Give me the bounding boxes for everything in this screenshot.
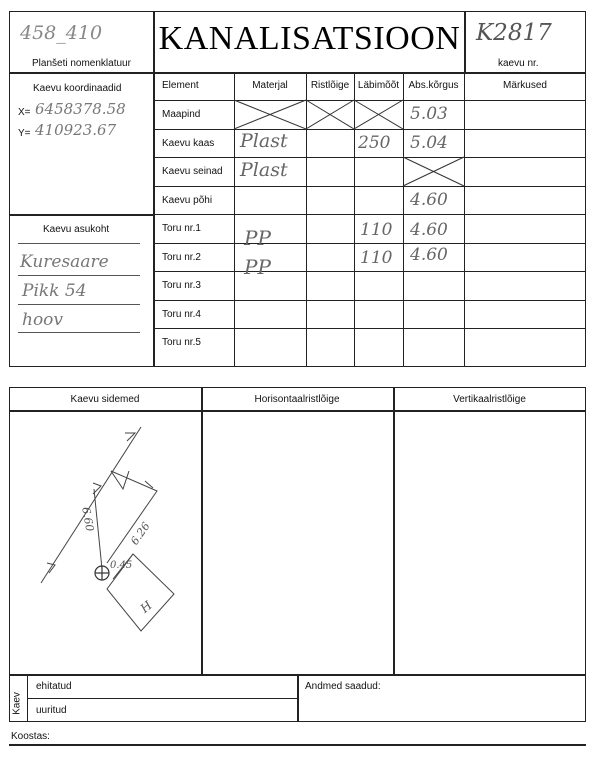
header-cross-section: Ristlõige (310, 80, 350, 91)
compiled-by-label: Koostas: (11, 731, 50, 742)
x-coordinate-value: 6458378.58 (35, 100, 126, 118)
location-line-2: Pikk 54 (22, 281, 87, 301)
material-cover: Plast (240, 130, 288, 152)
table-row-element: Toru nr.2 (162, 252, 201, 263)
page-title: KANALISATSIOON (158, 20, 461, 57)
sketch-building-label: H (137, 598, 155, 616)
location-label: Kaevu asukoht (43, 224, 110, 235)
footer-mid-line (27, 698, 297, 699)
table-row-element: Kaevu kaas (162, 138, 215, 149)
table-row-element: Maapind (162, 109, 201, 120)
sketch-dimension-3: 0.45 (110, 560, 133, 571)
diameter-pipe-2: 110 (360, 248, 393, 268)
location-line-3: hoov (22, 310, 64, 330)
table-row-element: Toru nr.3 (162, 280, 201, 291)
well-number-handwritten: K2817 (476, 20, 552, 46)
kaev-label: Kaev (11, 692, 23, 715)
table-row-element: Kaevu seinad (162, 166, 223, 177)
well-number-label: kaevu nr. (498, 58, 539, 69)
height-pipe-1: 4.60 (410, 220, 448, 240)
sheet-number-handwritten: 458_410 (20, 22, 103, 44)
header-diameter: Läbimõõt (357, 80, 400, 91)
lower-col-divider (393, 387, 395, 674)
height-cover: 5.04 (410, 133, 448, 153)
compiled-underline (9, 744, 586, 746)
footer-col-divider (297, 674, 299, 722)
well-symbol (95, 566, 109, 580)
header-abs-height: Abs.kõrgus (408, 80, 459, 91)
diameter-pipe-1: 110 (360, 220, 393, 240)
height-ground: 5.03 (410, 104, 448, 124)
location-line-1: Kuresaare (20, 252, 109, 272)
header-material: Materjal (252, 80, 288, 91)
col-header-connections: Kaevu sidemed (70, 394, 140, 405)
location-underline (18, 332, 140, 333)
table-row-element: Toru nr.1 (162, 223, 201, 234)
col-header-vertical: Vertikaalristlõige (453, 394, 526, 405)
location-underline (18, 275, 140, 276)
connections-sketch (9, 411, 201, 673)
location-underline (18, 243, 140, 244)
x-prefix: X= (18, 107, 31, 118)
y-coordinate-value: 410923.67 (35, 121, 117, 139)
height-pipe-2: 4.60 (410, 245, 448, 265)
y-prefix: Y= (18, 128, 31, 139)
sketch-dimension-2: 6.26 (128, 519, 153, 548)
data-received-label: Andmed saadud: (305, 681, 381, 692)
table-row-element: Toru nr.4 (162, 309, 201, 320)
material-pipe-2: PP (244, 255, 271, 279)
col-header-horizontal: Horisontaalristlõige (254, 394, 340, 405)
header-remarks: Märkused (503, 80, 547, 91)
table-row-element: Kaevu põhi (162, 195, 213, 206)
location-underline (18, 304, 140, 305)
built-label: ehitatud (36, 681, 72, 692)
sheet-label: Planšeti nomenklatuur (32, 58, 131, 69)
header-element: Element (162, 80, 199, 91)
material-walls: Plast (240, 159, 288, 181)
surveyed-label: uuritud (36, 705, 67, 716)
table-row-element: Toru nr.5 (162, 337, 201, 348)
material-pipe-1: PP (244, 226, 271, 250)
height-bottom: 4.60 (410, 190, 448, 210)
diameter-cover: 250 (358, 133, 391, 153)
sketch-dimension-1: 6.60 (79, 506, 97, 533)
lower-col-divider (201, 387, 203, 674)
coordinates-label: Kaevu koordinaadid (33, 83, 122, 94)
